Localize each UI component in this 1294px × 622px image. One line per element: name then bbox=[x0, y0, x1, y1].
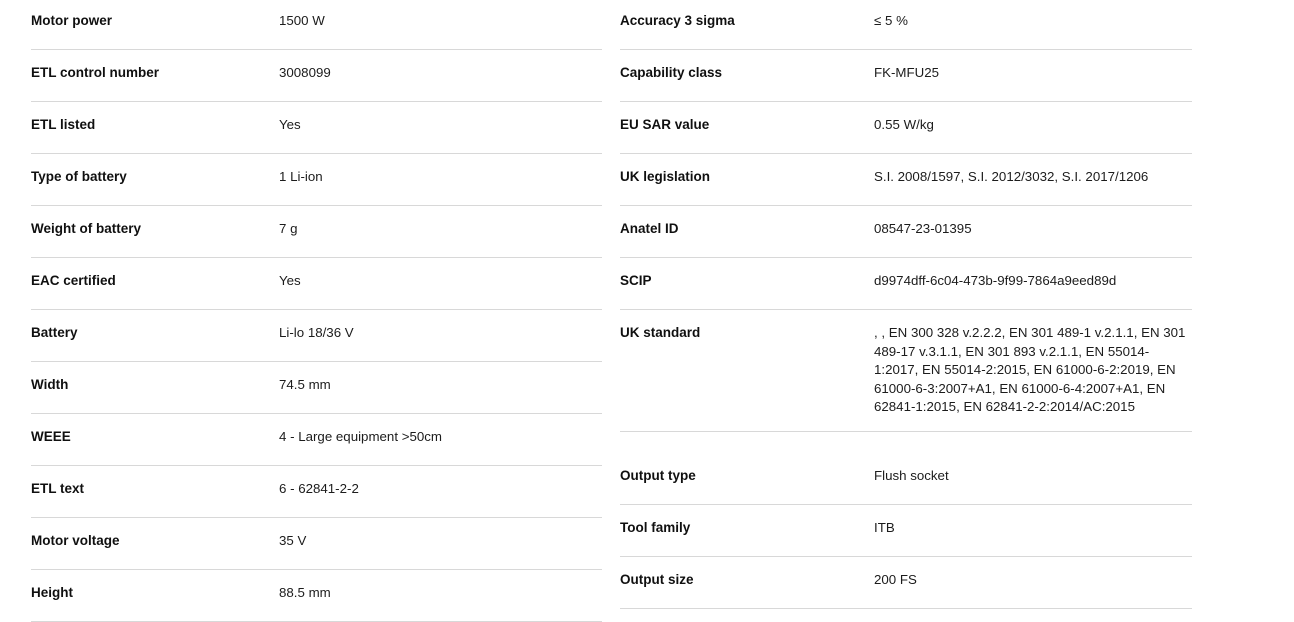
spec-value: FK-MFU25 bbox=[874, 65, 940, 80]
spec-value: ≤ 5 % bbox=[874, 13, 908, 28]
table-row bbox=[620, 154, 1192, 206]
table-row bbox=[620, 453, 1192, 505]
table-row bbox=[620, 50, 1192, 102]
table-row bbox=[620, 206, 1192, 258]
spec-value: Yes bbox=[279, 273, 301, 288]
spec-label: Type of battery bbox=[31, 169, 127, 184]
spec-value: , , EN 300 328 v.2.2.2, EN 301 489-1 v.2.1.1, EN 301 489-17 v.3.1.1, EN 301 893 v.2.1.1, EN 55014-1:2017, EN 55014-2:2015, EN 61000-6-2:2019, EN 61000-6-3:2007+A1, EN 61000-6-4:2007+A1, EN 62841-1:2015, EN 62841-2-2:2014/AC:2015 bbox=[874, 325, 1186, 414]
spec-value: 0.55 W/kg bbox=[874, 117, 934, 132]
spec-value: 1500 W bbox=[279, 13, 325, 28]
table-row bbox=[620, 0, 1192, 50]
spec-label: UK legislation bbox=[620, 169, 711, 184]
spec-label: Capability class bbox=[620, 65, 723, 80]
spec-label: Width bbox=[31, 377, 69, 392]
spec-value: 6 - 62841-2-2 bbox=[279, 481, 359, 496]
table-row bbox=[620, 557, 1192, 609]
spec-label: Output type bbox=[620, 467, 696, 483]
table-row bbox=[620, 310, 1192, 432]
spec-label: ETL control number bbox=[31, 65, 160, 80]
spec-label: Tool family bbox=[620, 519, 691, 535]
spec-value: 1 Li-ion bbox=[279, 169, 323, 184]
spec-value: ITB bbox=[874, 519, 895, 535]
spec-label: UK standard bbox=[620, 325, 701, 340]
spec-value: 3008099 bbox=[279, 65, 331, 80]
spec-label: WEEE bbox=[31, 429, 71, 444]
spec-value: 74.5 mm bbox=[279, 377, 331, 392]
spec-label: Motor power bbox=[31, 13, 112, 28]
spec-value: 200 FS bbox=[874, 571, 917, 587]
spec-value: Yes bbox=[279, 117, 301, 132]
spec-label: Output size bbox=[620, 571, 694, 587]
table-row bbox=[620, 505, 1192, 557]
spec-label: Anatel ID bbox=[620, 221, 679, 236]
table-row bbox=[620, 102, 1192, 154]
spec-value: 4 - Large equipment >50cm bbox=[279, 429, 442, 444]
spec-label: Weight of battery bbox=[31, 221, 142, 236]
spec-value: 08547-23-01395 bbox=[874, 221, 972, 236]
spec-label: Accuracy 3 sigma bbox=[620, 13, 735, 28]
spec-value: d9974dff-6c04-473b-9f99-7864a9eed89d bbox=[874, 273, 1117, 288]
spec-value: 35 V bbox=[279, 533, 307, 548]
spec-label: EAC certified bbox=[31, 273, 116, 288]
spec-value: 88.5 mm bbox=[279, 585, 331, 600]
spec-value: S.I. 2008/1597, S.I. 2012/3032, S.I. 2017/1206 bbox=[874, 169, 1149, 184]
section-spacer bbox=[620, 432, 1192, 453]
spec-value: Li-lo 18/36 V bbox=[279, 325, 354, 340]
spec-label: ETL listed bbox=[31, 117, 96, 132]
spec-label: Height bbox=[31, 585, 73, 600]
table-row bbox=[620, 258, 1192, 310]
spec-value: Flush socket bbox=[874, 467, 949, 483]
spec-label: EU SAR value bbox=[620, 117, 710, 132]
spec-label: SCIP bbox=[620, 273, 652, 288]
spec-value: 7 g bbox=[279, 221, 298, 236]
spec-label: Battery bbox=[31, 325, 78, 340]
spec-label: ETL text bbox=[31, 481, 85, 496]
spec-label: Motor voltage bbox=[31, 533, 120, 548]
